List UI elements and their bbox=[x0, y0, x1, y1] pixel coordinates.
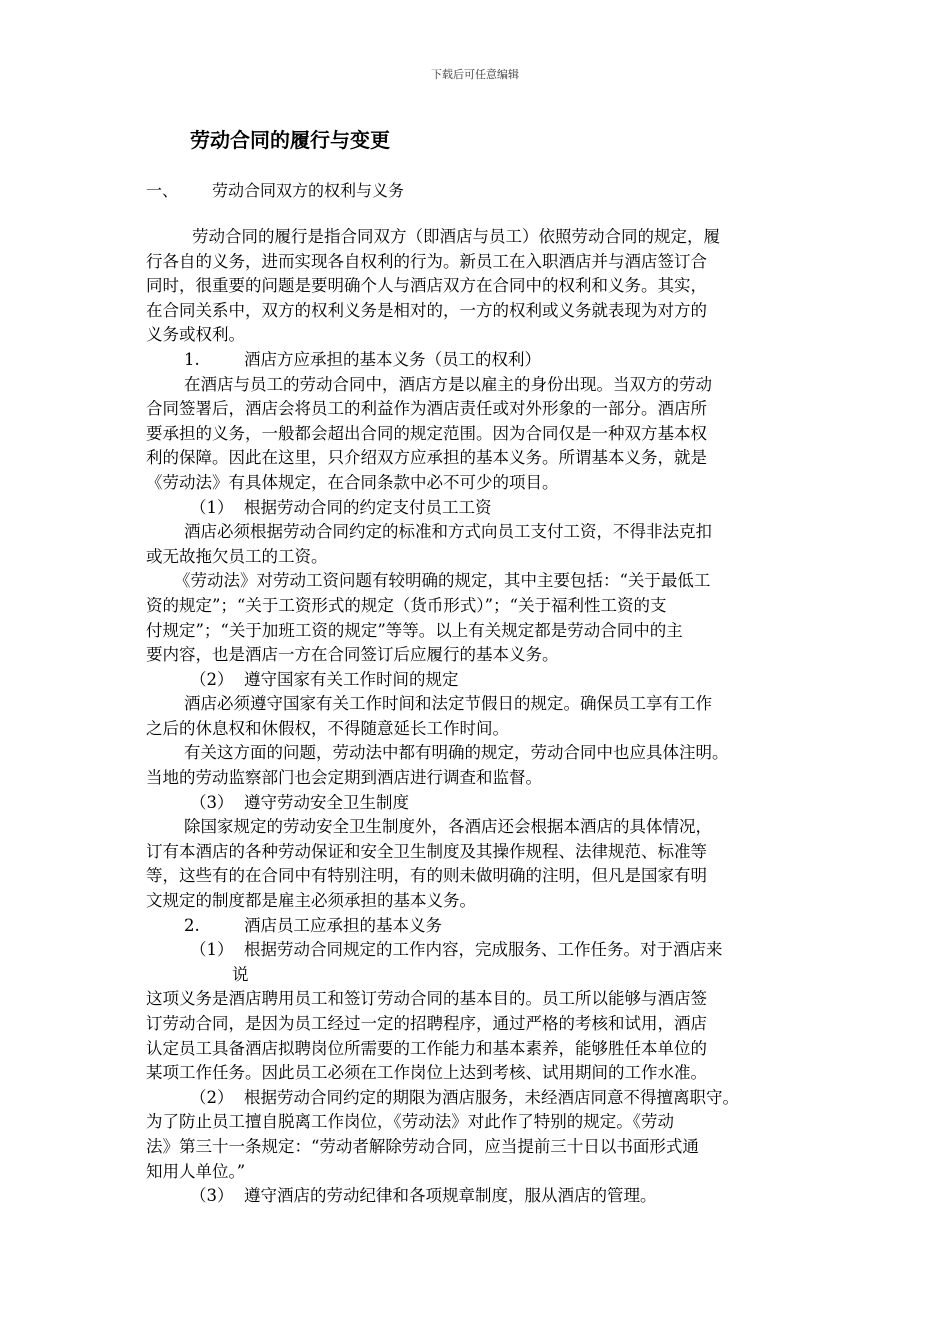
text-line bbox=[146, 692, 814, 717]
text-line bbox=[146, 274, 814, 299]
text-line bbox=[146, 1086, 814, 1111]
text-line bbox=[146, 1012, 814, 1037]
list-number: （2） bbox=[190, 1087, 234, 1107]
line-text: 利的保障。因此在这里，只介绍双方应承担的基本义务。所谓基本义务，就是 bbox=[146, 448, 707, 468]
text-line bbox=[146, 299, 814, 324]
text-line bbox=[146, 1184, 814, 1209]
list-number: （2） bbox=[190, 669, 234, 689]
list-number: （3） bbox=[190, 1186, 234, 1206]
line-text: 法》第三十一条规定：“劳动者解除劳动合同，应当提前三十日以书面形式通 bbox=[146, 1136, 699, 1156]
list-number: （3） bbox=[190, 792, 234, 812]
line-text: 在酒店与员工的劳动合同中，酒店方是以雇主的身份出现。当双方的劳动 bbox=[184, 374, 712, 394]
text-line bbox=[146, 914, 814, 939]
text-line bbox=[146, 569, 814, 594]
text-line bbox=[146, 889, 814, 914]
line-text: 义务或权利。 bbox=[146, 325, 245, 345]
list-number: （1） bbox=[190, 497, 234, 517]
line-text: 同时，很重要的问题是要明确个人与酒店双方在合同中的权利和义务。其实， bbox=[146, 276, 707, 296]
text-line bbox=[146, 323, 814, 348]
text-line bbox=[146, 397, 814, 422]
text-line bbox=[146, 1061, 814, 1086]
text-line bbox=[146, 520, 814, 545]
list-number: 1. bbox=[184, 349, 200, 369]
body-text bbox=[146, 225, 814, 1209]
text-line bbox=[146, 987, 814, 1012]
text-line bbox=[146, 1110, 814, 1135]
text-line bbox=[146, 717, 814, 742]
text-line bbox=[146, 741, 814, 766]
line-text: 某项工作任务。因此员工必须在工作岗位上达到考核、试用期间的工作水准。 bbox=[146, 1063, 707, 1083]
text-line bbox=[146, 643, 814, 668]
text-line bbox=[146, 545, 814, 570]
line-text: 合同签署后，酒店会将员工的利益作为酒店责任或对外形象的一部分。酒店所 bbox=[146, 399, 707, 419]
text-line bbox=[146, 1037, 814, 1062]
section-title: 劳动合同双方的权利与义务 bbox=[212, 181, 405, 200]
line-text: 酒店员工应承担的基本义务 bbox=[244, 915, 442, 935]
line-text: 在合同关系中，双方的权利义务是相对的，一方的权利或义务就表现为对方的 bbox=[146, 300, 707, 320]
text-line bbox=[146, 963, 814, 988]
line-text: 当地的劳动监察部门也会定期到酒店进行调查和监督。 bbox=[146, 768, 542, 788]
text-line bbox=[146, 225, 814, 250]
line-text: 遵守酒店的劳动纪律和各项规章制度，服从酒店的管理。 bbox=[244, 1186, 657, 1206]
line-text: 这项义务是酒店聘用员工和签订劳动合同的基本目的。员工所以能够与酒店签 bbox=[146, 989, 707, 1009]
line-text: 酒店必须遵守国家有关工作时间和法定节假日的规定。确保员工享有工作 bbox=[184, 694, 712, 714]
text-line bbox=[146, 471, 814, 496]
line-text: 付规定”；“关于加班工资的规定”等等。以上有关规定都是劳动合同中的主 bbox=[146, 620, 683, 640]
line-text: 除国家规定的劳动安全卫生制度外，各酒店还会根据本酒店的具体情况， bbox=[184, 817, 712, 837]
list-number: （1） bbox=[190, 940, 234, 960]
line-text: 订劳动合同，是因为员工经过一定的招聘程序，通过严格的考核和试用，酒店 bbox=[146, 1014, 707, 1033]
text-line bbox=[146, 1135, 814, 1160]
text-line bbox=[146, 594, 814, 619]
line-text: 行各自的义务，进而实现各自权利的行为。新员工在入职酒店并与酒店签订合 bbox=[146, 251, 707, 271]
text-line bbox=[146, 938, 814, 963]
text-line bbox=[146, 840, 814, 865]
line-text: 资的规定”；“关于工资形式的规定（货币形式）”；“关于福利性工资的支 bbox=[146, 595, 667, 615]
line-text: 之后的休息权和休假权，不得随意延长工作时间。 bbox=[146, 718, 509, 738]
line-text: 《劳动法》有具体规定，在合同条款中必不可少的项目。 bbox=[146, 472, 559, 492]
text-line bbox=[146, 791, 814, 816]
text-line bbox=[146, 373, 814, 398]
line-text: 要内容，也是酒店一方在合同签订后应履行的基本义务。 bbox=[146, 645, 559, 665]
text-line bbox=[146, 766, 814, 791]
text-line bbox=[146, 422, 814, 447]
text-line bbox=[146, 668, 814, 693]
line-text: 订有本酒店的各种劳动保证和安全卫生制度及其操作规程、法律规范、标准等 bbox=[146, 841, 707, 861]
line-text: 根据劳动合同约定的期限为酒店服务，未经酒店同意不得擅离职守。 bbox=[244, 1087, 739, 1107]
line-text: 劳动合同的履行是指合同双方（即酒店与员工）依照劳动合同的规定，履 bbox=[192, 227, 720, 246]
page-header: 下载后可任意编辑 bbox=[431, 68, 519, 81]
text-line bbox=[146, 496, 814, 521]
text-line bbox=[146, 619, 814, 644]
line-text: 为了防止员工擅自脱离工作岗位，《劳动法》对此作了特别的规定。《劳动 bbox=[146, 1112, 674, 1132]
line-text: 文规定的制度都是雇主必须承担的基本义务。 bbox=[146, 891, 476, 911]
line-text: 知用人单位。” bbox=[146, 1161, 246, 1181]
line-text: 遵守国家有关工作时间的规定 bbox=[244, 669, 459, 689]
line-text: 酒店方应承担的基本义务（员工的权利） bbox=[244, 349, 541, 369]
document-title: 劳动合同的履行与变更 bbox=[190, 128, 390, 152]
text-line bbox=[146, 1160, 814, 1185]
line-text: 根据劳动合同的约定支付员工工资 bbox=[244, 497, 492, 517]
section-number: 一、 bbox=[146, 181, 179, 200]
line-text: 《劳动法》对劳动工资问题有较明确的规定，其中主要包括：“关于最低工 bbox=[174, 571, 711, 591]
text-line bbox=[146, 864, 814, 889]
line-text: 根据劳动合同规定的工作内容，完成服务、工作任务。对于酒店来 bbox=[244, 940, 723, 960]
line-text: 或无故拖欠员工的工资。 bbox=[146, 546, 328, 566]
text-line bbox=[146, 815, 814, 840]
line-text: 等，这些有的在合同中有特别注明，有的则未做明确的注明，但凡是国家有明 bbox=[146, 866, 707, 886]
text-line bbox=[146, 348, 814, 373]
text-line bbox=[146, 250, 814, 275]
section-heading bbox=[146, 178, 404, 201]
line-text: 说 bbox=[232, 964, 249, 984]
text-line bbox=[146, 446, 814, 471]
line-text: 认定员工具备酒店拟聘岗位所需要的工作能力和基本素养，能够胜任本单位的 bbox=[146, 1038, 707, 1058]
line-text: 有关这方面的问题，劳动法中都有明确的规定，劳动合同中也应具体注明。 bbox=[184, 743, 729, 763]
line-text: 遵守劳动安全卫生制度 bbox=[244, 792, 409, 812]
line-text: 酒店必须根据劳动合同约定的标准和方式向员工支付工资，不得非法克扣 bbox=[184, 522, 712, 542]
line-text: 要承担的义务，一般都会超出合同的规定范围。因为合同仅是一种双方基本权 bbox=[146, 423, 707, 443]
list-number: 2. bbox=[184, 915, 200, 935]
